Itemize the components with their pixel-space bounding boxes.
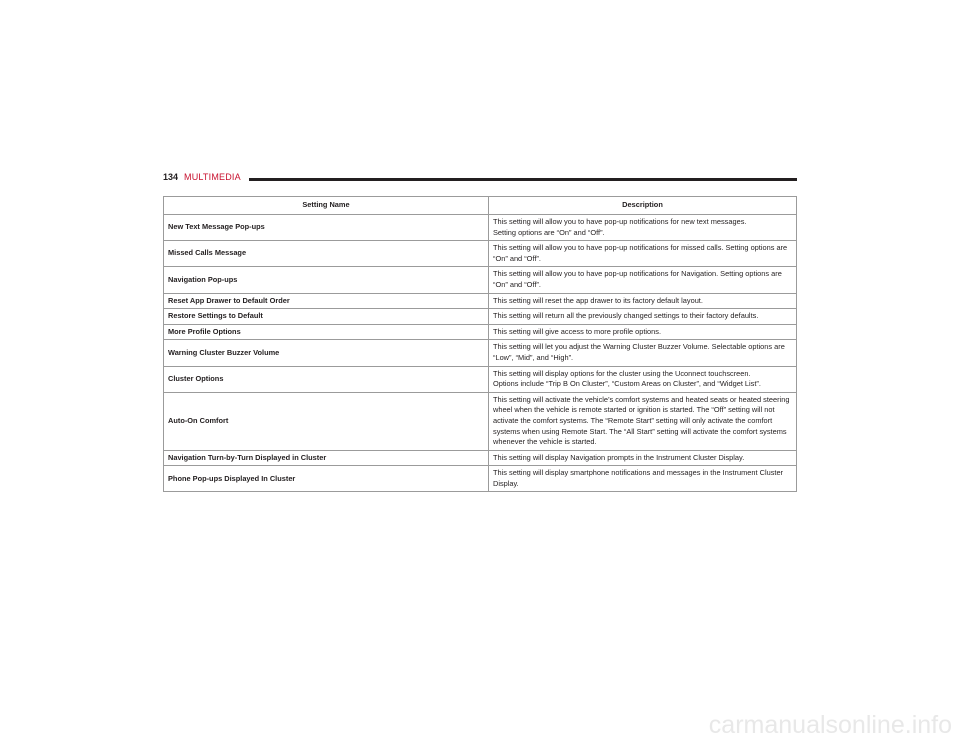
header-rule [249, 178, 797, 181]
setting-description: This setting will return all the previously changed settings to their factory defaults. [489, 309, 797, 325]
setting-description: This setting will display options for the cluster using the Uconnect touchscreen. Options include “Trip B On Cluster”, “Custom Areas on Cluster”, and “Widget List”. [489, 366, 797, 392]
setting-description: This setting will allow you to have pop-up notifications for Navigation. Setting options are “On” and “Off”. [489, 267, 797, 293]
setting-name: Navigation Pop-ups [164, 267, 489, 293]
setting-name: Cluster Options [164, 366, 489, 392]
table-row [164, 309, 797, 325]
settings-table [163, 196, 797, 492]
setting-description: This setting will activate the vehicle’s comfort systems and heated seats or heated steering wheel when the vehicle is remote started or ignition is started. The “Off” setting will not activate the comfort systems. The “Remote Start” setting will only activate the comfort systems when using Remote Start. The “All Start” setting will activate the comfort systems whenever the vehicle is started. [489, 392, 797, 450]
table-row [164, 450, 797, 466]
setting-name: Restore Settings to Default [164, 309, 489, 325]
table-row [164, 267, 797, 293]
setting-description: This setting will allow you to have pop-up notifications for missed calls. Setting options are “On” and “Off”. [489, 241, 797, 267]
table-row [164, 392, 797, 450]
column-header-description: Description [489, 197, 797, 215]
setting-name: More Profile Options [164, 324, 489, 340]
table-row [164, 215, 797, 241]
table-row [164, 366, 797, 392]
table-row [164, 293, 797, 309]
setting-name: Warning Cluster Buzzer Volume [164, 340, 489, 366]
setting-name: Phone Pop-ups Displayed In Cluster [164, 466, 489, 492]
setting-description: This setting will give access to more profile options. [489, 324, 797, 340]
table-header-row [164, 197, 797, 215]
table-row [164, 324, 797, 340]
setting-description: This setting will allow you to have pop-up notifications for new text messages. Setting options are “On” and “Off”. [489, 215, 797, 241]
setting-name: New Text Message Pop-ups [164, 215, 489, 241]
setting-description: This setting will display Navigation prompts in the Instrument Cluster Display. [489, 450, 797, 466]
setting-name: Navigation Turn-by-Turn Displayed in Cluster [164, 450, 489, 466]
table-row [164, 241, 797, 267]
column-header-setting-name: Setting Name [164, 197, 489, 215]
watermark: carmanualsonline.info [708, 711, 952, 739]
setting-name: Auto-On Comfort [164, 392, 489, 450]
setting-name: Reset App Drawer to Default Order [164, 293, 489, 309]
table-row [164, 466, 797, 492]
section-title: MULTIMEDIA [184, 172, 241, 182]
setting-description: This setting will reset the app drawer to its factory default layout. [489, 293, 797, 309]
setting-name: Missed Calls Message [164, 241, 489, 267]
setting-description: This setting will display smartphone notifications and messages in the Instrument Cluster Display. [489, 466, 797, 492]
setting-description: This setting will let you adjust the Warning Cluster Buzzer Volume. Selectable options are “Low”, “Mid”, and “High”. [489, 340, 797, 366]
page-header [163, 170, 797, 186]
page-number: 134 [163, 172, 179, 182]
table-row [164, 340, 797, 366]
